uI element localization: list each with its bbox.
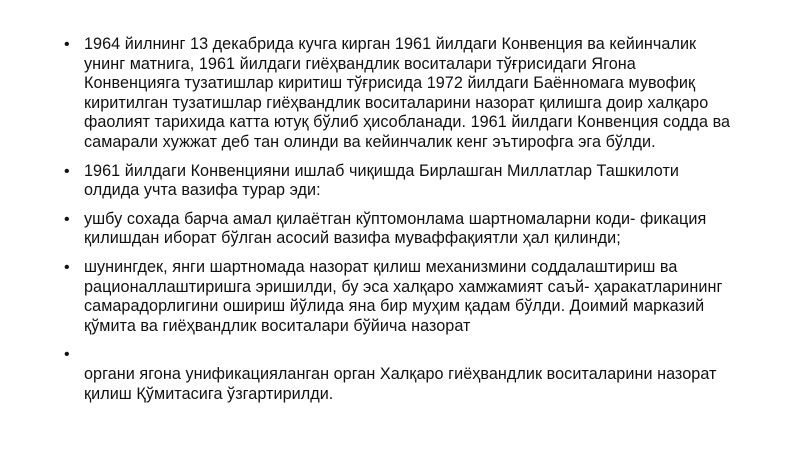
bullet-text: шунингдек, янги шартномада назорат қилиш механизмини соддалаштириш ва рационаллаштиришга эришилди, бу эса халқаро хамжамият саъй- ҳаракатларининг самарадорлигини ошириш йўлида яна бир муҳим қадам бўлди. Доимий марказий қўмита ва гиёҳвандлик воситалари бўйича назорат — [84, 257, 723, 335]
bullet-text: 1964 йилнинг 13 декабрида кучга кирган 1961 йилдаги Конвенция ва кейинчалик унинг матнига, 1961 йилдаги гиёҳвандлик воситалари тўғрисидаги Ягона Конвенцияга тузатишлар киритиш тўғрисида 1972 йилдаги Баённомага мувофиқ киритилган тузатишлар гиёҳвандлик воситаларини назорат қилишга доир халқаро фаолият тарихида катта ютуқ бўлиб ҳисобланади. 1961 йилдаги Конвенция содда ва самарали хужжат деб тан олинди ва кейинчалик кенг эътирофга эга бўлди. — [84, 35, 731, 151]
bullet-item-5 — [64, 345, 754, 404]
bullet-item-2 — [64, 162, 754, 201]
bullet-marker: • — [64, 258, 70, 276]
bullet-item-3 — [64, 210, 754, 249]
bullet-item-1 — [64, 35, 754, 153]
bullet-marker: • — [64, 210, 70, 228]
bullet-text: ушбу сохада барча амал қилаётган кўптомонлама шартномаларни коди- фикация қилишдан иборат бўлган асосий вазифа муваффақиятли ҳал қилинди; — [84, 209, 707, 248]
bullet-marker: • — [64, 162, 70, 180]
bullet-marker: • — [64, 36, 70, 53]
bullet-text: органи ягона унификацияланган орган Халқаро гиёҳвандлик воситаларини назорат қилиш Қўмитасига ўзгартирилди. — [84, 364, 717, 403]
bullet-text: 1961 йилдаги Конвенцияни ишлаб чиқишда Бирлашган Миллатлар Ташкилоти олдида учта вазифа турар эди: — [84, 161, 680, 200]
bullet-item-4 — [64, 258, 754, 336]
bullet-marker: • — [64, 346, 70, 364]
bullet-list — [64, 35, 754, 413]
